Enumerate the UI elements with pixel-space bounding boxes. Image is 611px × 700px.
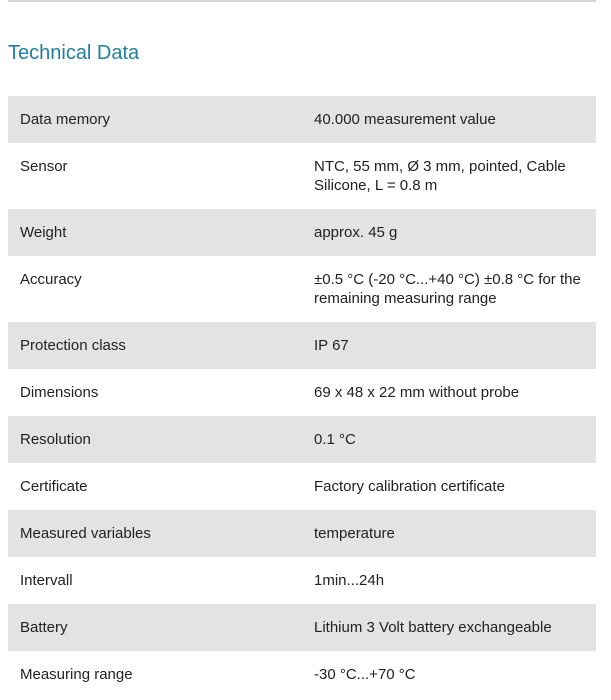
table-row	[8, 256, 596, 322]
spec-value: Factory calibration certificate	[302, 463, 596, 510]
spec-label: Accuracy	[8, 256, 302, 322]
spec-value: NTC, 55 mm, Ø 3 mm, pointed, Cable Silicone, L = 0.8 m	[302, 143, 596, 209]
spec-value: 0.1 °C	[302, 416, 596, 463]
spec-label: Sensor	[8, 143, 302, 209]
spec-label: Intervall	[8, 557, 302, 604]
spec-label: Data memory	[8, 96, 302, 143]
spec-value: 69 x 48 x 22 mm without probe	[302, 369, 596, 416]
table-row	[8, 604, 596, 651]
spec-value: 40.000 measurement value	[302, 96, 596, 143]
table-row	[8, 96, 596, 143]
spec-label: Resolution	[8, 416, 302, 463]
spec-value: IP 67	[302, 322, 596, 369]
spec-value: temperature	[302, 510, 596, 557]
table-row	[8, 416, 596, 463]
table-row	[8, 209, 596, 256]
spec-value: approx. 45 g	[302, 209, 596, 256]
spec-label: Dimensions	[8, 369, 302, 416]
spec-label: Weight	[8, 209, 302, 256]
table-row	[8, 463, 596, 510]
spec-label: Certificate	[8, 463, 302, 510]
spec-value: 1min...24h	[302, 557, 596, 604]
spec-label: Battery	[8, 604, 302, 651]
spec-value: ±0.5 °C (-20 °C...+40 °C) ±0.8 °C for the remaining measuring range	[302, 256, 596, 322]
spec-value: Lithium 3 Volt battery exchangeable	[302, 604, 596, 651]
table-row	[8, 322, 596, 369]
spec-label: Measuring range	[8, 651, 302, 698]
table-row	[8, 143, 596, 209]
table-row	[8, 557, 596, 604]
spec-value: -30 °C...+70 °C	[302, 651, 596, 698]
table-row	[8, 510, 596, 557]
spec-label: Measured variables	[8, 510, 302, 557]
table-row	[8, 651, 596, 698]
table-row	[8, 369, 596, 416]
technical-data-table	[8, 96, 596, 698]
top-divider	[8, 0, 596, 2]
section-title: Technical Data	[8, 42, 140, 64]
spec-label: Protection class	[8, 322, 302, 369]
